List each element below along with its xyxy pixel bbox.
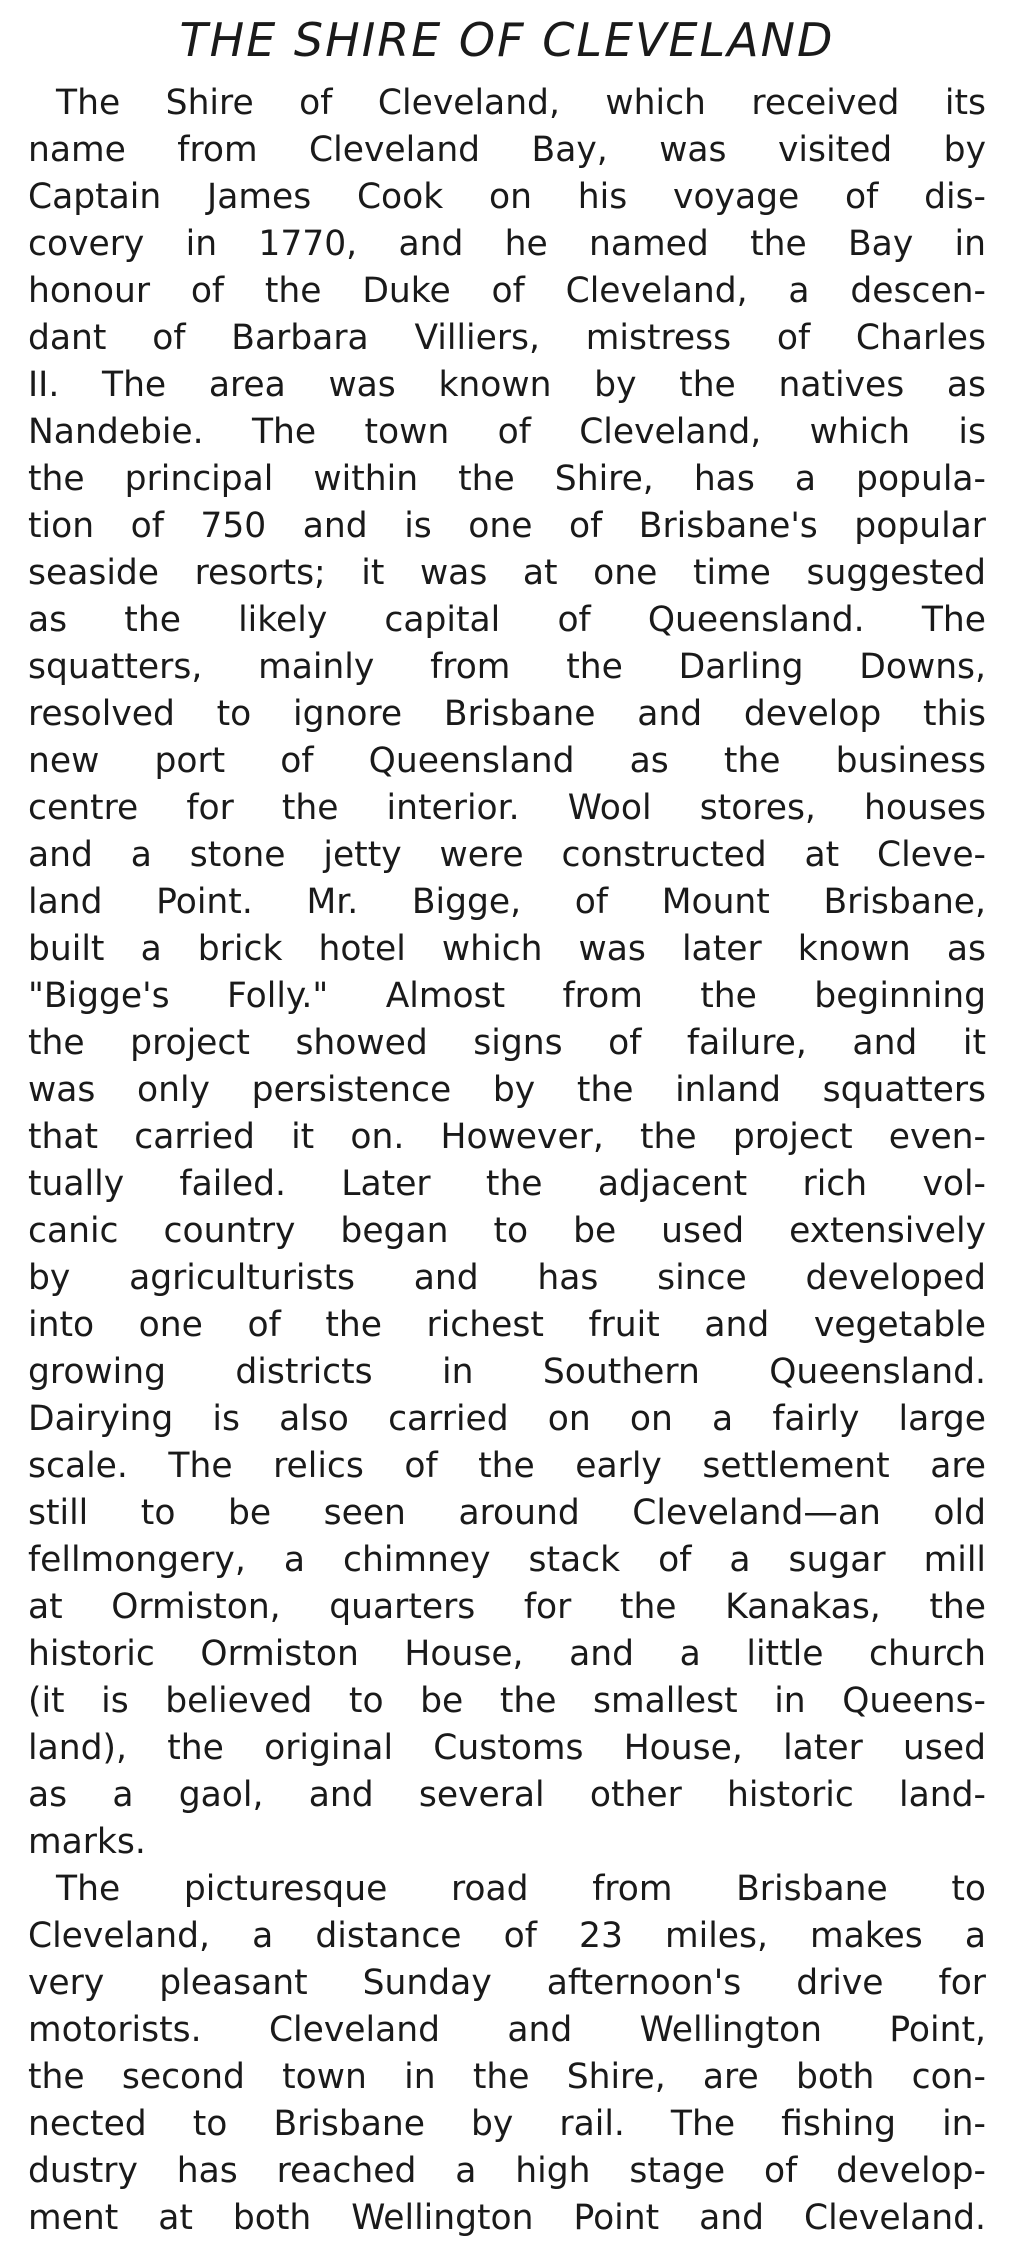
text-line: scale. The relics of the early settlement are <box>28 1446 986 1486</box>
text-line: that carried it on. However, the project even- <box>28 1117 986 1157</box>
text-line: Captain James Cook on his voyage of dis- <box>28 177 986 217</box>
text-line: (it is believed to be the smallest in Queens- <box>28 1681 986 1721</box>
text-line: ment at both Wellington Point and Cleveland. <box>28 2198 986 2238</box>
text-line: still to be seen around Cleveland—an old <box>28 1493 986 1533</box>
text-line: new port of Queensland as the business <box>28 741 986 781</box>
article-body <box>28 80 986 2242</box>
text-line: land), the original Customs House, later used <box>28 1728 986 1768</box>
text-line: the principal within the Shire, has a popula- <box>28 459 986 499</box>
text-line: by agriculturists and has since developed <box>28 1258 986 1298</box>
text-line: covery in 1770, and he named the Bay in <box>28 224 986 264</box>
text-line: very pleasant Sunday afternoon's drive for <box>28 1963 986 2003</box>
text-line: marks. <box>28 1822 146 1862</box>
text-line: name from Cleveland Bay, was visited by <box>28 130 986 170</box>
text-line: nected to Brisbane by rail. The fishing in- <box>28 2104 986 2144</box>
text-line: The picturesque road from Brisbane to <box>56 1869 986 1909</box>
text-line: dustry has reached a high stage of develop- <box>28 2151 986 2191</box>
text-line: dant of Barbara Villiers, mistress of Charles <box>28 318 986 358</box>
text-line: Dairying is also carried on on a fairly large <box>28 1399 986 1439</box>
text-line: tion of 750 and is one of Brisbane's popular <box>28 506 986 546</box>
text-line: "Bigge's Folly." Almost from the beginning <box>28 976 986 1016</box>
text-line: built a brick hotel which was later known as <box>28 929 986 969</box>
text-line: into one of the richest fruit and vegetable <box>28 1305 986 1345</box>
text-line: fellmongery, a chimney stack of a sugar mill <box>28 1540 986 1580</box>
text-line: canic country began to be used extensively <box>28 1211 986 1251</box>
text-line: as the likely capital of Queensland. The <box>28 600 986 640</box>
text-line: as a gaol, and several other historic land- <box>28 1775 986 1815</box>
text-line: II. The area was known by the natives as <box>28 365 986 405</box>
text-line: land Point. Mr. Bigge, of Mount Brisbane, <box>28 882 986 922</box>
text-line: at Ormiston, quarters for the Kanakas, the <box>28 1587 986 1627</box>
text-line: tually failed. Later the adjacent rich vol- <box>28 1164 986 1204</box>
text-line: seaside resorts; it was at one time suggested <box>28 553 986 593</box>
text-line: the project showed signs of failure, and it <box>28 1023 986 1063</box>
text-line: resolved to ignore Brisbane and develop this <box>28 694 986 734</box>
text-line: Cleveland, a distance of 23 miles, makes a <box>28 1916 986 1956</box>
article-paragraph <box>28 80 986 1866</box>
text-line: squatters, mainly from the Darling Downs, <box>28 647 986 687</box>
text-line: centre for the interior. Wool stores, houses <box>28 788 986 828</box>
text-line: the second town in the Shire, are both con- <box>28 2057 986 2097</box>
text-line: was only persistence by the inland squatters <box>28 1070 986 1110</box>
text-line: Nandebie. The town of Cleveland, which is <box>28 412 986 452</box>
text-line: The Shire of Cleveland, which received its <box>56 83 986 123</box>
text-line: honour of the Duke of Cleveland, a descen- <box>28 271 986 311</box>
article-paragraph <box>28 1866 986 2242</box>
text-line: growing districts in Southern Queensland. <box>28 1352 986 1392</box>
article-title: THE SHIRE OF CLEVELAND <box>179 13 835 67</box>
text-line: motorists. Cleveland and Wellington Point, <box>28 2010 986 2050</box>
text-line: and a stone jetty were constructed at Cleve- <box>28 835 986 875</box>
text-line: historic Ormiston House, and a little church <box>28 1634 986 1674</box>
